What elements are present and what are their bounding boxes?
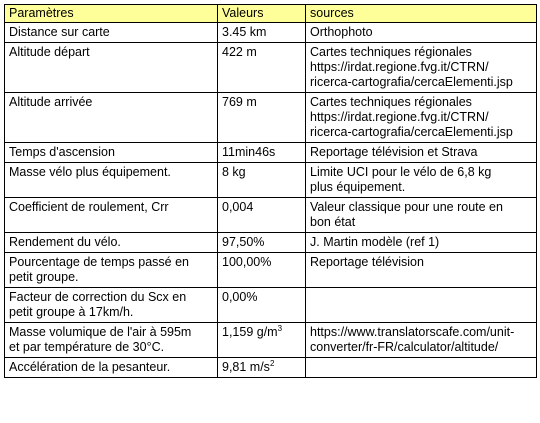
- source-text: plus équipement.: [310, 180, 406, 194]
- source-cell: [306, 198, 537, 233]
- param-text: Masse volumique de l'air à 595m: [9, 325, 192, 339]
- param-text: Altitude arrivée: [9, 95, 93, 109]
- source-cell: [306, 93, 537, 143]
- value-text: 100,00%: [222, 255, 272, 269]
- value-cell: [218, 253, 306, 288]
- source-cell: [306, 233, 537, 253]
- value-text: 9,81 m/s: [222, 360, 270, 374]
- table-row: [5, 143, 537, 163]
- source-text: Cartes techniques régionales: [310, 45, 472, 59]
- param-cell: [5, 288, 218, 323]
- param-text: petit groupe à 17km/h.: [9, 305, 134, 319]
- value-cell: [218, 23, 306, 43]
- table-row: [5, 93, 537, 143]
- value-cell: [218, 233, 306, 253]
- source-text: Limite UCI pour le vélo de 6,8 kg: [310, 165, 492, 179]
- source-cell: [306, 143, 537, 163]
- table-row: [5, 233, 537, 253]
- table-row: [5, 288, 537, 323]
- source-text: Reportage télévision: [310, 255, 424, 269]
- header-parametres: Paramètres: [5, 5, 218, 23]
- param-text: Coefficient de roulement, Crr: [9, 200, 169, 214]
- param-text: Facteur de correction du Scx en: [9, 290, 187, 304]
- value-unit-exponent: 3: [277, 323, 283, 333]
- param-cell: [5, 198, 218, 233]
- source-text: Orthophoto: [310, 25, 373, 39]
- value-cell: [218, 143, 306, 163]
- param-text: Masse vélo plus équipement.: [9, 165, 171, 179]
- value-cell: [218, 93, 306, 143]
- value-cell: [218, 198, 306, 233]
- value-text: 0,004: [222, 200, 254, 214]
- param-cell: [5, 253, 218, 288]
- table-header-row: [5, 5, 537, 23]
- source-cell: [306, 323, 537, 358]
- param-cell: [5, 358, 218, 378]
- table-row: [5, 358, 537, 378]
- value-cell: [218, 323, 306, 358]
- param-cell: [5, 23, 218, 43]
- source-text: https://irdat.regione.fvg.it/CTRN/: [310, 110, 489, 124]
- source-text: Cartes techniques régionales: [310, 95, 472, 109]
- table-row: [5, 43, 537, 93]
- value-text: 97,50%: [222, 235, 265, 249]
- value-cell: [218, 43, 306, 93]
- param-cell: [5, 143, 218, 163]
- param-cell: [5, 93, 218, 143]
- value-text: 11min46s: [222, 145, 276, 159]
- table-row: [5, 253, 537, 288]
- param-text: Temps d'ascension: [9, 145, 115, 159]
- source-text: ricerca-cartografia/cercaElementi.jsp: [310, 75, 513, 89]
- source-text: converter/fr-FR/calculator/altitude/: [310, 340, 499, 354]
- param-text: Accélération de la pesanteur.: [9, 360, 171, 374]
- parameters-table: [4, 4, 537, 378]
- param-cell: [5, 233, 218, 253]
- table-row: [5, 198, 537, 233]
- source-cell: [306, 43, 537, 93]
- header-valeurs: Valeurs: [218, 5, 306, 23]
- source-cell: [306, 288, 537, 323]
- table-row: [5, 23, 537, 43]
- param-text: et par température de 30°C.: [9, 340, 165, 354]
- source-cell: [306, 358, 537, 378]
- source-text: ricerca-cartografia/cercaElementi.jsp: [310, 125, 513, 139]
- value-text: 1,159 g/m: [222, 325, 278, 339]
- source-cell: [306, 163, 537, 198]
- value-text: 0,00%: [222, 290, 258, 304]
- table-row: [5, 163, 537, 198]
- value-text: 422 m: [222, 45, 257, 59]
- value-unit-exponent: 2: [269, 358, 275, 368]
- source-text: J. Martin modèle (ref 1): [310, 235, 440, 249]
- value-cell: [218, 163, 306, 198]
- table-row: [5, 323, 537, 358]
- value-cell: [218, 358, 306, 378]
- source-cell: [306, 253, 537, 288]
- value-text: 769 m: [222, 95, 257, 109]
- source-text: Valeur classique pour une route en: [310, 200, 503, 214]
- param-text: petit groupe.: [9, 270, 79, 284]
- source-text: bon état: [310, 215, 356, 229]
- source-text: https://irdat.regione.fvg.it/CTRN/: [310, 60, 489, 74]
- source-text: https://www.translatorscafe.com/unit-: [310, 325, 515, 339]
- value-cell: [218, 288, 306, 323]
- parameters-table-container: [4, 4, 537, 378]
- source-text: Reportage télévision et Strava: [310, 145, 478, 159]
- param-cell: [5, 163, 218, 198]
- param-text: Distance sur carte: [9, 25, 110, 39]
- param-text: Rendement du vélo.: [9, 235, 121, 249]
- param-cell: [5, 43, 218, 93]
- param-text: Altitude départ: [9, 45, 90, 59]
- value-text: 3.45 km: [222, 25, 267, 39]
- header-sources: sources: [306, 5, 537, 23]
- param-text: Pourcentage de temps passé en: [9, 255, 189, 269]
- value-text: 8 kg: [222, 165, 246, 179]
- source-cell: [306, 23, 537, 43]
- param-cell: [5, 323, 218, 358]
